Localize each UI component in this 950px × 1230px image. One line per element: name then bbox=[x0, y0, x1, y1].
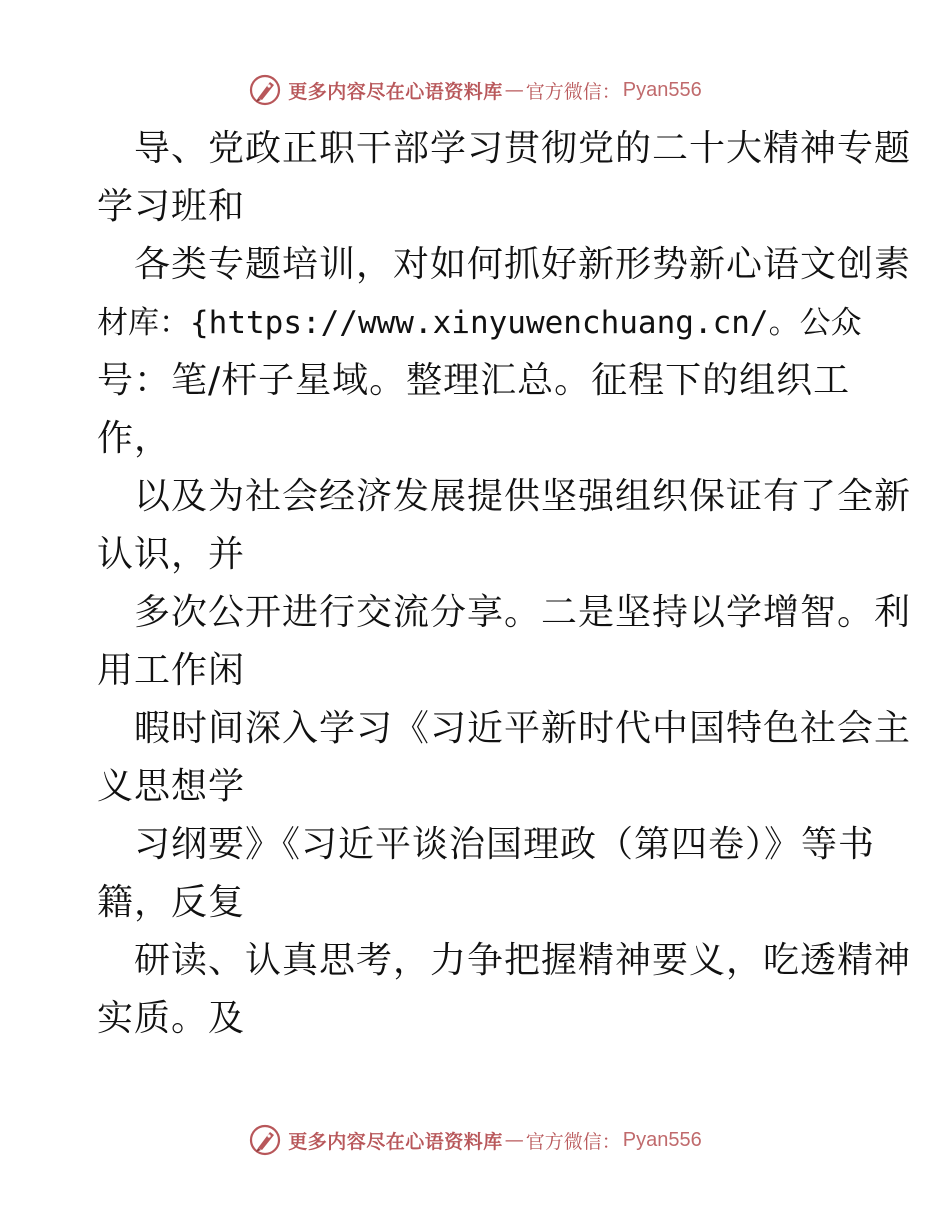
body-line-url: 材库：{https://www.xinyuwenchuang.cn/。公众 bbox=[97, 305, 862, 341]
body-line: 习纲要》《习近平谈治国理政（第四卷）》等书 bbox=[134, 824, 876, 865]
body-line: 用工作闲 bbox=[97, 650, 246, 691]
pen-nib-logo-icon bbox=[248, 1123, 282, 1157]
footer-banner bbox=[0, 1120, 950, 1160]
body-line: 实质。及 bbox=[97, 998, 246, 1039]
body-line: 义思想学 bbox=[97, 766, 246, 807]
header-brand-text: 更多内容尽在心语资料库 bbox=[288, 80, 503, 103]
pen-nib-logo-icon bbox=[248, 73, 282, 107]
body-line: 以及为社会经济发展提供坚强组织保证有了全新 bbox=[134, 476, 912, 517]
body-line: 学习班和 bbox=[97, 186, 246, 227]
body-line: 研读、认真思考，力争把握精神要义，吃透精神 bbox=[134, 940, 912, 981]
body-line: 作， bbox=[97, 418, 172, 459]
body-line: 暇时间深入学习《习近平新时代中国特色社会主 bbox=[134, 708, 912, 749]
body-line: 各类专题培训，对如何抓好新形势新心语文创素 bbox=[134, 244, 912, 285]
footer-wechat-id: Pyan556 bbox=[622, 1128, 702, 1151]
footer-wechat-label: 官方微信： bbox=[525, 1130, 621, 1153]
body-line: 导、党政正职干部学习贯彻党的二十大精神专题 bbox=[134, 128, 912, 169]
header-wechat-id: Pyan556 bbox=[622, 78, 702, 101]
footer-brand-text: 更多内容尽在心语资料库 bbox=[288, 1130, 503, 1153]
body-line: 多次公开进行交流分享。二是坚持以学增智。利 bbox=[134, 592, 912, 633]
header-wechat-label: 官方微信： bbox=[525, 80, 621, 103]
body-line: 认识，并 bbox=[97, 534, 246, 575]
document-body bbox=[97, 120, 912, 1048]
body-line: 籍，反复 bbox=[97, 882, 246, 923]
footer-separator: — bbox=[504, 1129, 524, 1151]
header-banner bbox=[0, 70, 950, 110]
body-line: 号：笔/杆子星域。整理汇总。征程下的组织工 bbox=[97, 360, 851, 401]
header-separator: — bbox=[504, 79, 524, 101]
